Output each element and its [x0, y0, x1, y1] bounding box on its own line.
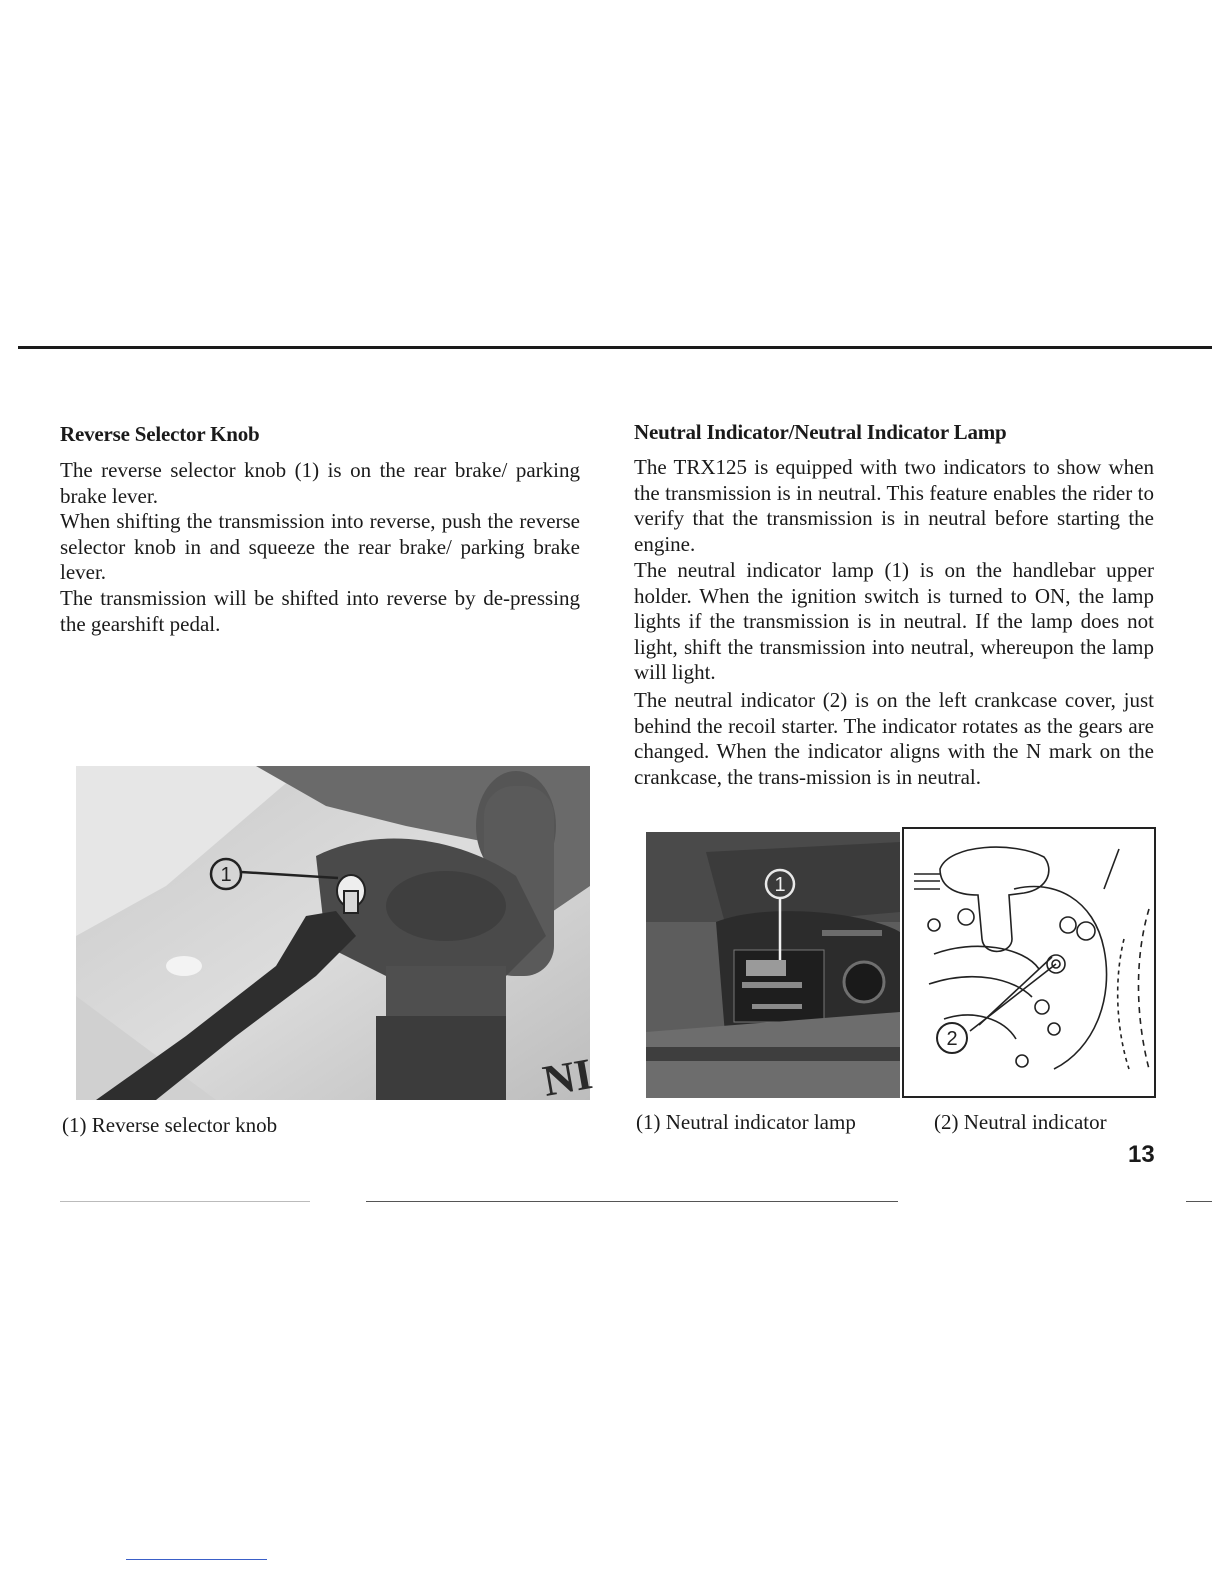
left-paragraph-2: When shifting the transmission into reverse, push the reverse selector knob in and squeeze the rear brake/ parking brake lever.	[60, 509, 580, 584]
right-paragraph-3: The neutral indicator (2) is on the left crankcase cover, just behind the recoil starter. The indicator rotates as the gears are changed. When the indicator aligns with the N mark on the crankcase, the trans-mission is in neutral.	[634, 688, 1154, 789]
bottom-rule-right	[1186, 1201, 1212, 1202]
right-heading: Neutral Indicator/Neutral Indicator Lamp	[634, 420, 1007, 444]
right-paragraph-1: The TRX125 is equipped with two indicators to show when the transmission is in neutral. This feature enables the rider to verify that the transmission is in neutral before starting the engine.	[634, 455, 1154, 556]
neutral-indicator-lamp-photo	[646, 832, 900, 1098]
reverse-selector-knob-photo	[76, 766, 596, 1106]
left-photo-callout: 1	[220, 864, 232, 886]
left-paragraph-3: The transmission will be shifted into reverse by de-pressing the gearshift pedal.	[60, 586, 580, 636]
top-rule	[18, 346, 1212, 349]
bottom-rule-faint	[60, 1201, 310, 1202]
right-paragraph-2: The neutral indicator lamp (1) is on the handlebar upper holder. When the ignition switch is turned to ON, the lamp lights if the transmission is in neutral. If the lamp does not light, shift the transmission into neutral, whereupon the lamp will light.	[634, 558, 1154, 684]
left-paragraph-1: The reverse selector knob (1) is on the rear brake/ parking brake lever.	[60, 458, 580, 508]
page-number: 13	[1128, 1141, 1155, 1168]
fuel-tank-lettering: NI	[539, 1049, 596, 1106]
left-heading: Reverse Selector Knob	[60, 422, 260, 446]
right-caption-1: (1) Neutral indicator lamp	[636, 1110, 856, 1134]
bottom-rule	[366, 1201, 898, 1202]
bottom-link-line	[126, 1559, 267, 1560]
diagram-callout: 2	[946, 1028, 958, 1050]
left-caption: (1) Reverse selector knob	[62, 1113, 278, 1137]
neutral-indicator-diagram	[902, 827, 1156, 1098]
right-caption-2: (2) Neutral indicator	[934, 1110, 1107, 1134]
lamp-photo-callout: 1	[774, 874, 786, 896]
